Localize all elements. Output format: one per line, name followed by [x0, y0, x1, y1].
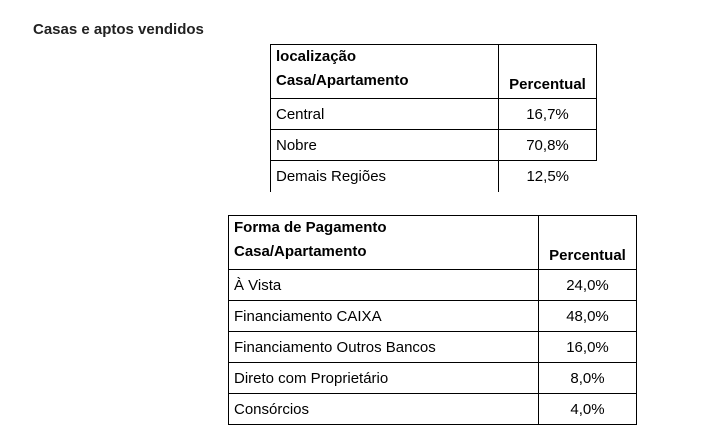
row-value: 16,0% [539, 332, 637, 363]
page-title: Casas e aptos vendidos [33, 21, 204, 38]
table-row [229, 270, 637, 301]
table-row [229, 332, 637, 363]
row-value: 12,5% [499, 161, 597, 192]
table-row [271, 161, 597, 192]
row-label: Consórcios [229, 394, 539, 425]
row-value: 8,0% [539, 363, 637, 394]
row-label: Central [271, 99, 499, 130]
row-value: 4,0% [539, 394, 637, 425]
row-value: 48,0% [539, 301, 637, 332]
payment-header-line1: Forma de Pagamento [234, 219, 387, 236]
table-header-row [229, 216, 637, 270]
table-row [229, 394, 637, 425]
row-label: Direto com Proprietário [229, 363, 539, 394]
payment-header-cell [229, 216, 539, 270]
row-label: Financiamento CAIXA [229, 301, 539, 332]
row-value: 16,7% [499, 99, 597, 130]
location-header-line1: localização [276, 48, 357, 65]
row-label: À Vista [229, 270, 539, 301]
table-row [229, 301, 637, 332]
location-table [270, 44, 597, 192]
table-header-row [271, 45, 597, 99]
payment-percent-header: Percentual [539, 216, 637, 270]
payment-header-line2: Casa/Apartamento [234, 243, 367, 260]
payment-table [228, 215, 637, 425]
row-value: 24,0% [539, 270, 637, 301]
location-header-cell [271, 45, 499, 99]
location-header-line2: Casa/Apartamento [276, 72, 409, 89]
location-percent-header: Percentual [499, 45, 597, 99]
row-value: 70,8% [499, 130, 597, 161]
row-label: Demais Regiões [271, 161, 499, 192]
table-row [271, 130, 597, 161]
row-label: Financiamento Outros Bancos [229, 332, 539, 363]
row-label: Nobre [271, 130, 499, 161]
table-row [229, 363, 637, 394]
table-row [271, 99, 597, 130]
